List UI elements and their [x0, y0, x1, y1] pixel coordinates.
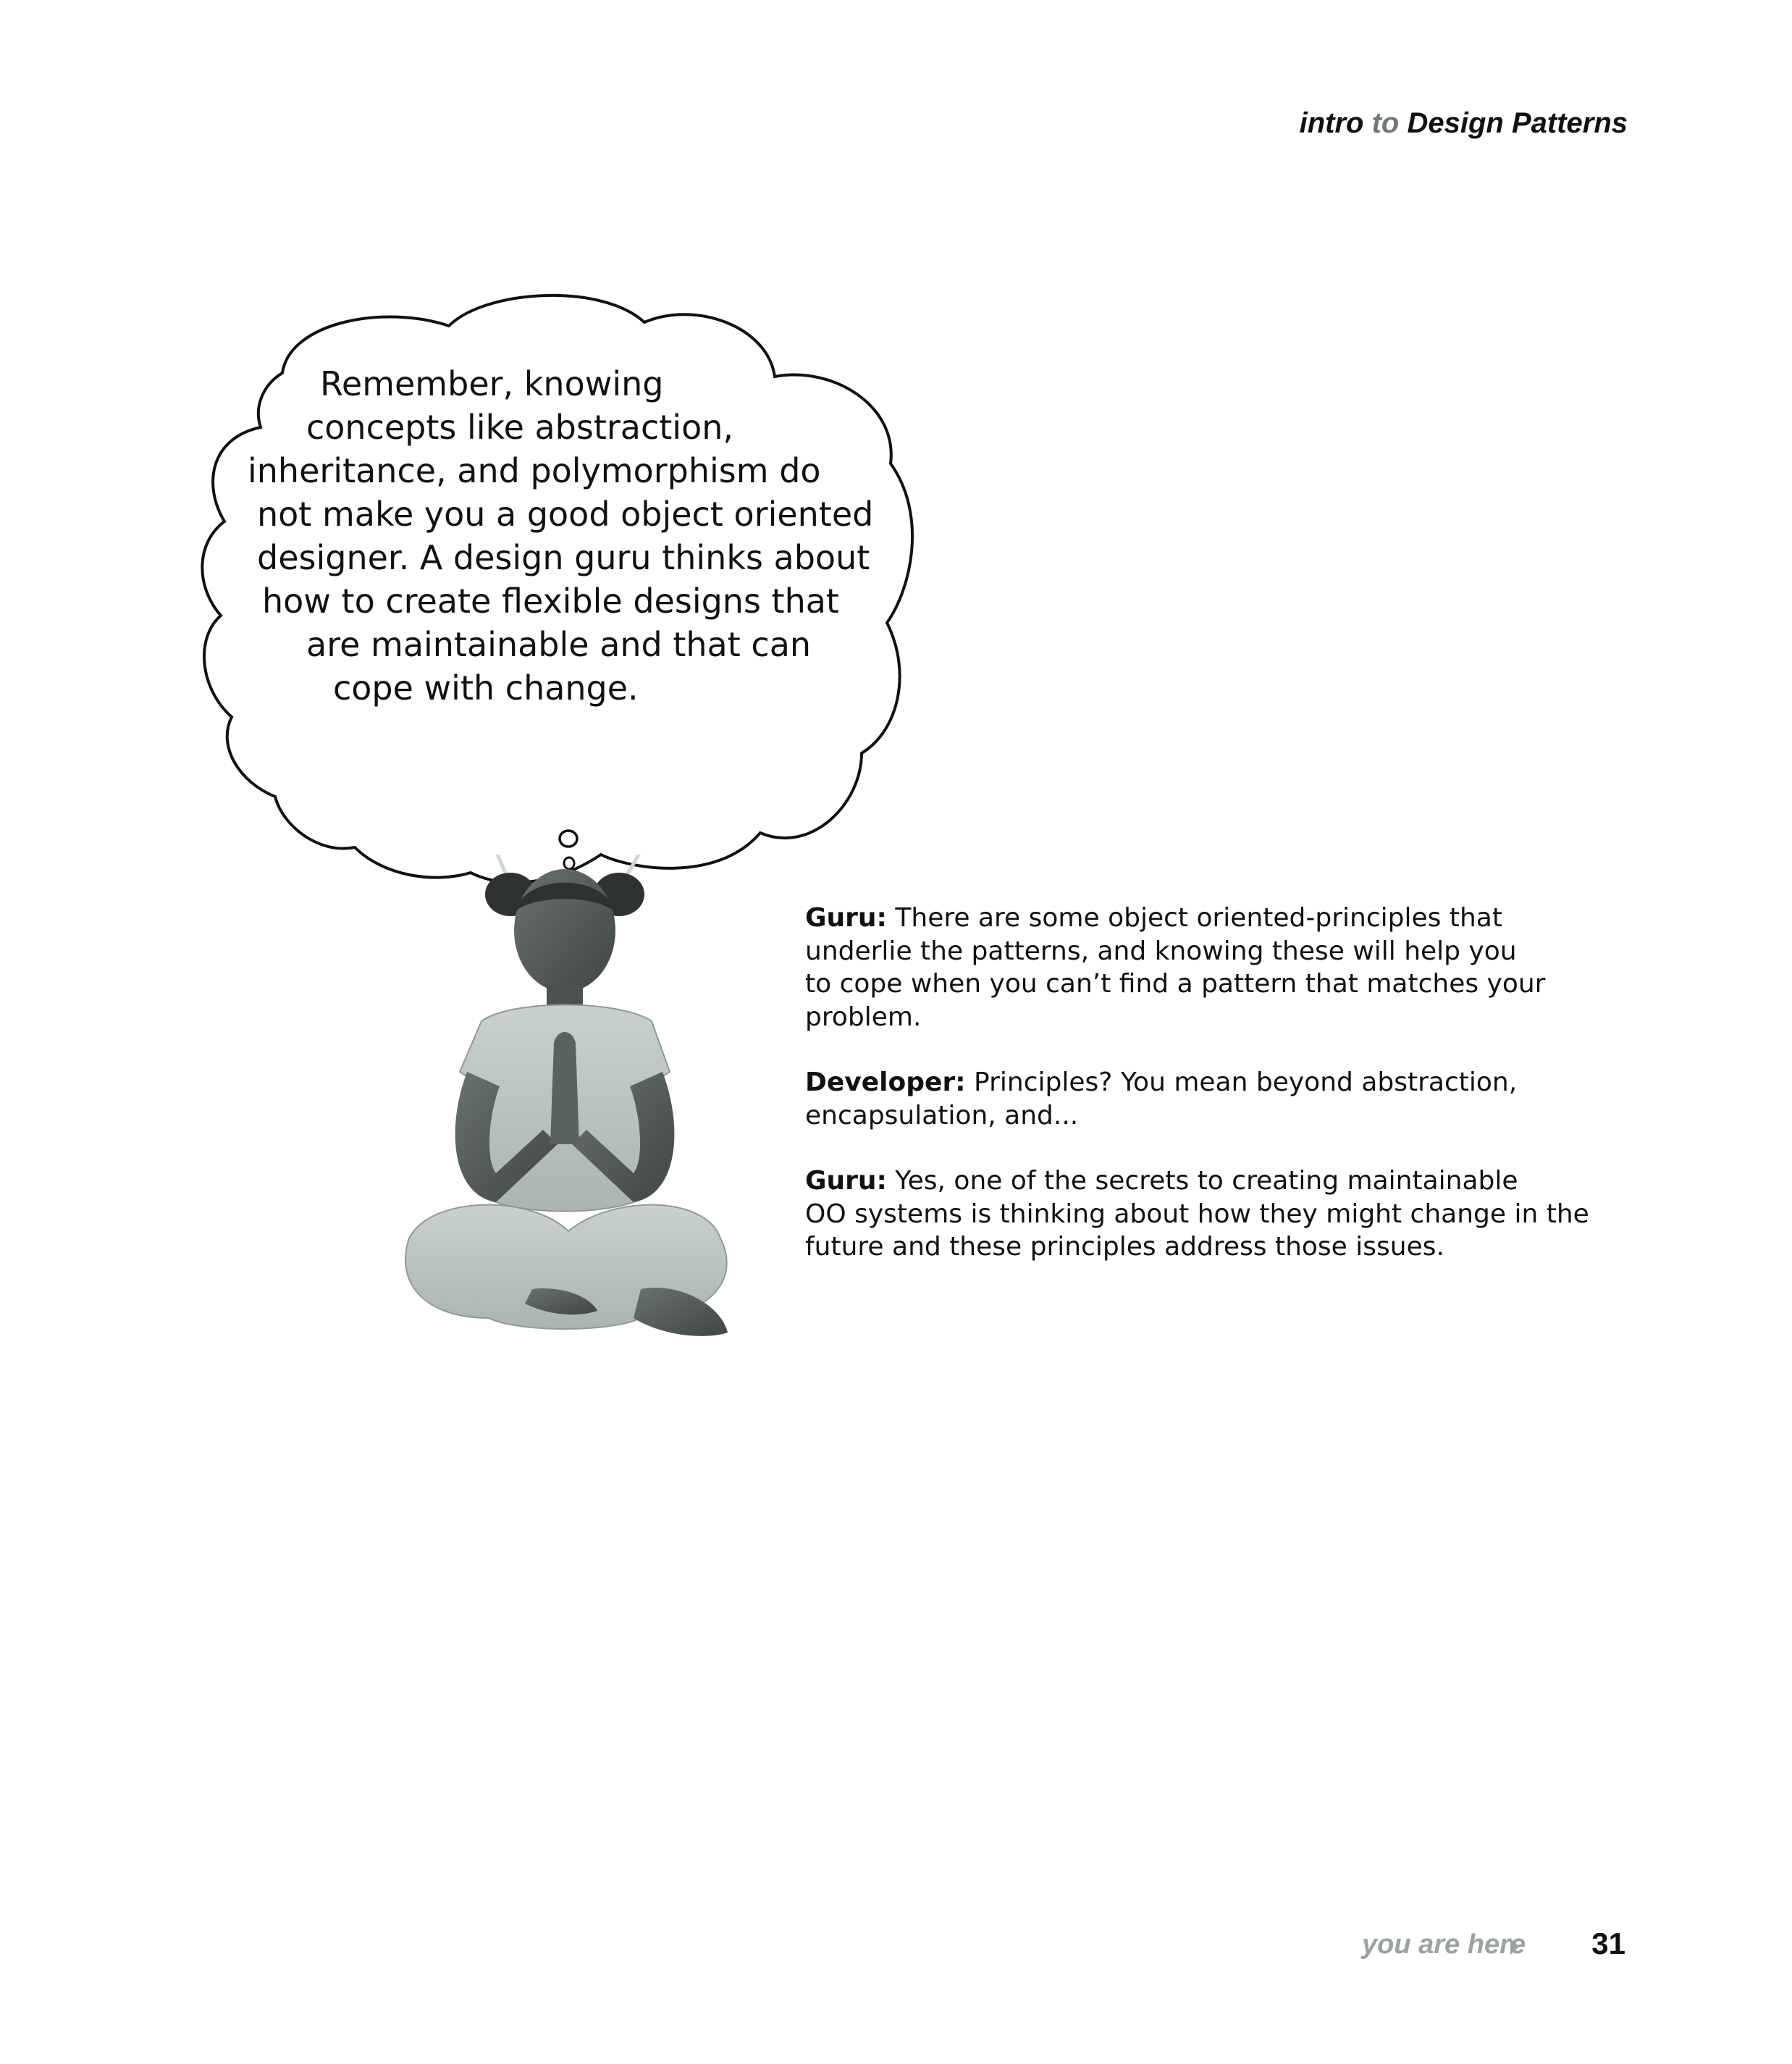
dialogue-text: Yes, one of the secrets to creating maintainable: [895, 1166, 1518, 1196]
guru-hands: [550, 1032, 579, 1144]
bubble-line-4: not make you a good object oriented: [257, 495, 874, 534]
dialogue-line: OO systems is thinking about how they might change in the: [805, 1199, 1589, 1229]
bubble-line-6: how to create flexible designs that: [262, 582, 839, 621]
header-part2: Design Patterns: [1407, 107, 1628, 139]
dialogue-text: Principles? You mean beyond abstraction,: [974, 1067, 1518, 1097]
dialogue-line: encapsulation, and...: [805, 1100, 1079, 1130]
triangle-right-icon: [1510, 1939, 1519, 1955]
speaker-label: Developer:: [805, 1067, 966, 1097]
hair-stick-left: [496, 855, 507, 876]
dialogue-line: to cope when you can’t find a pattern that matches your: [805, 969, 1546, 999]
dialogue-exchange-1: [805, 902, 1573, 1033]
footer-you-are-here: you are here: [1362, 1929, 1526, 1960]
speaker-label: Guru:: [805, 1166, 887, 1196]
dialogue-line: [805, 902, 1573, 935]
bubble-line-7: are maintainable and that can: [306, 625, 812, 664]
dialogue-text: There are some object oriented-principles that: [895, 903, 1502, 933]
dialogue-line: problem.: [805, 1002, 922, 1032]
page-number: 31: [1591, 1926, 1625, 1960]
dialogue-line: underlie the patterns, and knowing these will help you: [805, 936, 1517, 966]
thought-bubble-text: [203, 362, 912, 710]
bubble-line-1: Remember, knowing: [320, 364, 664, 403]
dialogue-line: [805, 1165, 1573, 1198]
meditating-guru-photo-icon: [402, 855, 793, 1376]
dialogue-line: [805, 1066, 1573, 1099]
running-header: [1300, 107, 1628, 140]
header-part1: intro: [1299, 107, 1364, 139]
bubble-line-8: cope with change.: [333, 668, 639, 708]
dialogue-exchange-3: [805, 1165, 1589, 1264]
dialogue-exchange-2: [805, 1066, 1573, 1132]
hair-stick-right: [626, 855, 641, 876]
dialogue-block: [805, 902, 1589, 1296]
dialogue-line: future and these principles address those issues.: [805, 1232, 1444, 1262]
bubble-line-2: concepts like abstraction,: [306, 408, 734, 447]
bubble-line-3: inheritance, and polymorphism do: [248, 451, 821, 490]
header-connector: to: [1371, 107, 1400, 139]
speaker-label: Guru:: [805, 903, 887, 933]
bubble-trail-dot-large: [560, 831, 577, 847]
bubble-line-5: designer. A design guru thinks about: [257, 538, 870, 577]
